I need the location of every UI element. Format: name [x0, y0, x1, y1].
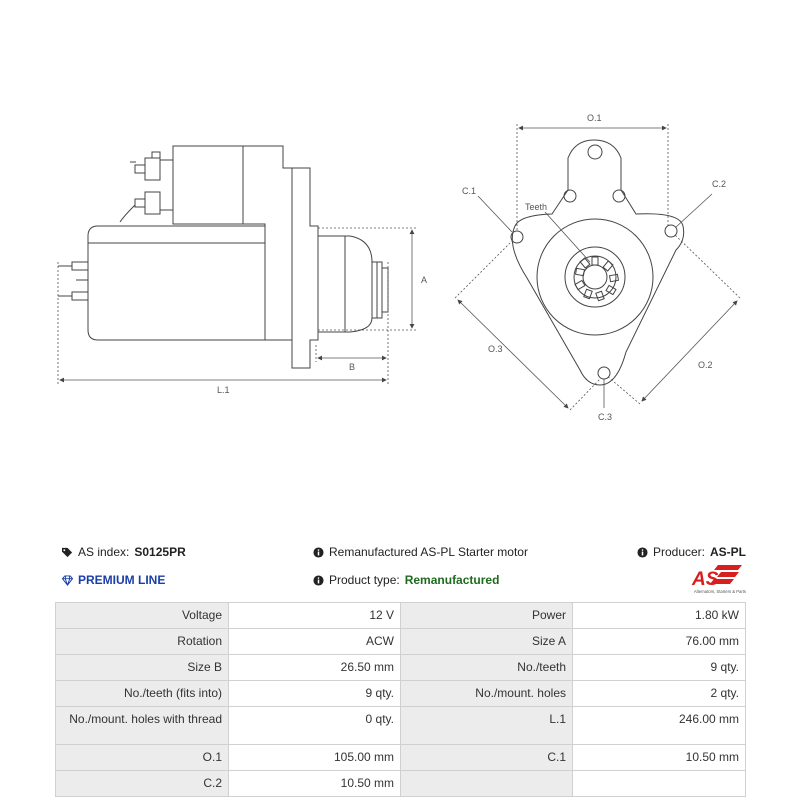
product-description: [313, 545, 528, 559]
info-icon: [313, 547, 324, 558]
logo-text: AS: [692, 569, 719, 590]
table-row: [56, 745, 746, 771]
info-icon: [313, 575, 324, 586]
spec-label: Rotation: [56, 629, 229, 655]
product-type: [313, 573, 499, 587]
as-index-label: AS index:: [78, 545, 130, 559]
spec-label: No./mount. holes with thread: [56, 707, 229, 745]
side-view: [58, 146, 388, 368]
spec-label: O.1: [56, 745, 229, 771]
description-text: Remanufactured AS-PL Starter motor: [329, 545, 528, 559]
producer-value: AS-PL: [710, 545, 746, 559]
dimension-o3-label: O.3: [488, 344, 503, 354]
spec-label: C.2: [56, 771, 229, 797]
table-row: [56, 707, 746, 745]
spec-label: Power: [401, 603, 573, 629]
product-type-label: Product type:: [329, 573, 400, 587]
front-view: [511, 140, 684, 385]
spec-label: No./mount. holes: [401, 681, 573, 707]
specifications-table: [55, 602, 746, 797]
spec-value: ACW: [229, 629, 401, 655]
spec-value: 10.50 mm: [573, 745, 746, 771]
producer: [637, 545, 746, 559]
spec-value: 9 qty.: [229, 681, 401, 707]
spec-label: Size A: [401, 629, 573, 655]
as-index-value: S0125PR: [134, 545, 186, 559]
spec-label: No./teeth: [401, 655, 573, 681]
dimension-a-label: A: [421, 275, 428, 285]
as-pl-logo: [676, 563, 748, 595]
dimension-l1-label: L.1: [217, 385, 230, 395]
spec-label: C.1: [401, 745, 573, 771]
dimension-c2-label: C.2: [712, 179, 727, 189]
table-row: [56, 681, 746, 707]
spec-value: [573, 771, 746, 797]
table-row: [56, 603, 746, 629]
spec-value: 105.00 mm: [229, 745, 401, 771]
teeth-label: Teeth: [525, 202, 548, 212]
spec-value: 246.00 mm: [573, 707, 746, 745]
table-row: [56, 629, 746, 655]
logo-tagline: Alternators, Starters & Parts: [693, 589, 746, 594]
premium-line-label: PREMIUM LINE: [78, 573, 166, 587]
spec-value: 1.80 kW: [573, 603, 746, 629]
spec-label: [401, 771, 573, 797]
tags-icon: [62, 547, 73, 558]
as-logo-mark: [676, 563, 748, 595]
dimension-c1-label: C.1: [462, 186, 477, 196]
pinion-teeth: [575, 257, 618, 301]
spec-label: No./teeth (fits into): [56, 681, 229, 707]
info-icon: [637, 547, 648, 558]
side-dimensions: [58, 228, 418, 385]
spec-value: 76.00 mm: [573, 629, 746, 655]
dimension-o1-label: O.1: [587, 113, 602, 123]
spec-label: Size B: [56, 655, 229, 681]
table-row: [56, 655, 746, 681]
spec-value: 26.50 mm: [229, 655, 401, 681]
dimension-o2-label: O.2: [698, 360, 713, 370]
spec-label: L.1: [401, 707, 573, 745]
spec-value: 9 qty.: [573, 655, 746, 681]
product-type-value: Remanufactured: [404, 573, 500, 587]
table-row: [56, 771, 746, 797]
dimension-c3-label: C.3: [598, 412, 613, 422]
spec-label: Voltage: [56, 603, 229, 629]
spec-value: 2 qty.: [573, 681, 746, 707]
producer-label: Producer:: [652, 545, 705, 559]
spec-value: 12 V: [229, 603, 401, 629]
spec-value: 10.50 mm: [229, 771, 401, 797]
spec-value: 0 qty.: [229, 707, 401, 745]
premium-line-badge: [62, 573, 165, 587]
as-index: [62, 545, 186, 559]
diamond-icon: [62, 575, 73, 586]
dimension-b-label: B: [349, 362, 356, 372]
